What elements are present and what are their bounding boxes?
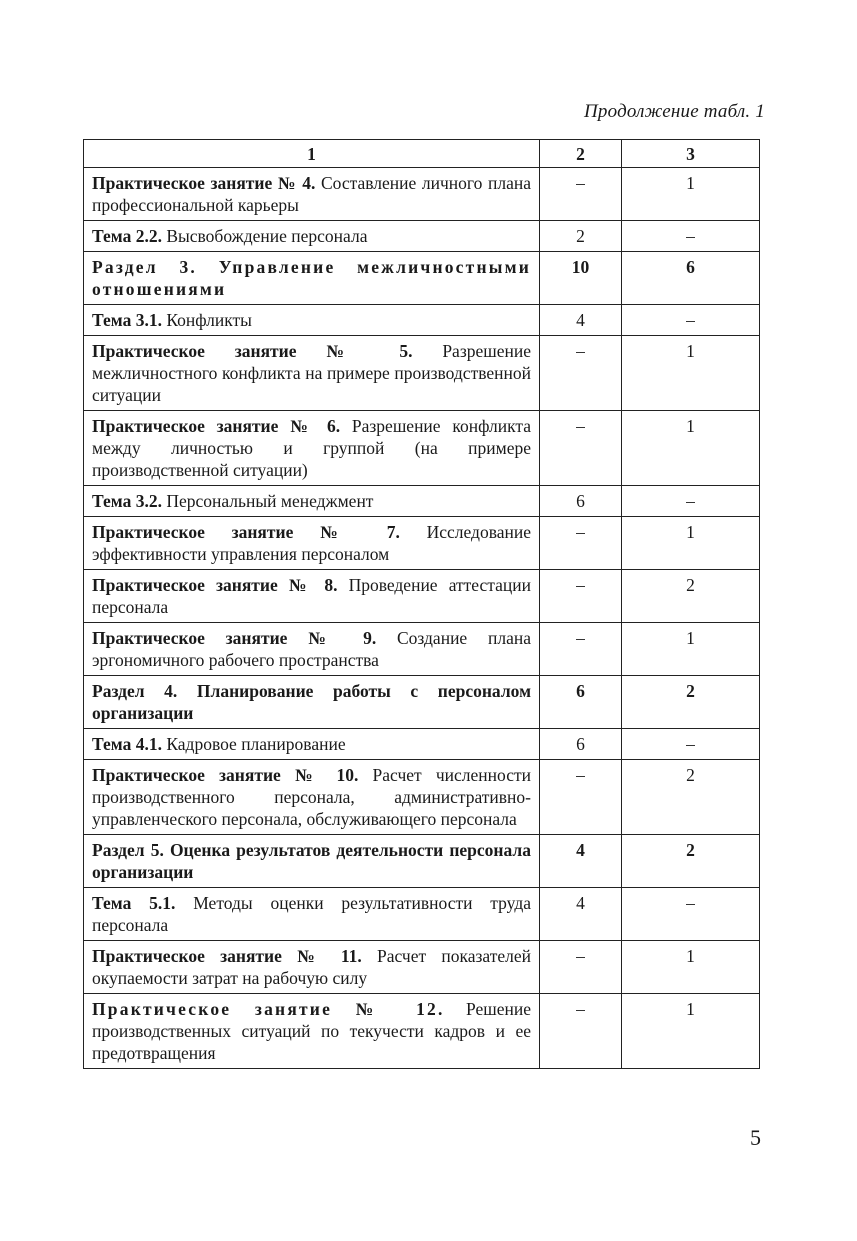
page-number: 5	[750, 1125, 761, 1150]
row-label: Практическое занятие № 5.	[92, 341, 413, 361]
row-column-3-value: 2	[622, 570, 760, 623]
row-column-2-value: 6	[540, 486, 622, 517]
row-text: Высвобождение персонала	[161, 226, 368, 246]
row-description	[84, 729, 540, 760]
row-description	[84, 570, 540, 623]
row-description	[84, 888, 540, 941]
row-description	[84, 994, 540, 1069]
row-text: Создание плана эргономичного рабочего пространства	[92, 628, 532, 670]
section-row	[84, 835, 760, 888]
table-row	[84, 888, 760, 941]
row-column-3-value: 2	[622, 835, 760, 888]
row-description	[84, 252, 540, 305]
table-row	[84, 760, 760, 835]
table-row	[84, 168, 760, 221]
row-label: Практическое занятие № 8.	[92, 575, 338, 595]
row-description	[84, 168, 540, 221]
row-description	[84, 835, 540, 888]
section-row	[84, 252, 760, 305]
row-text: Расчет численности производственного персонала, административно-управленческого персонала, обслуживающего персонала	[92, 765, 531, 829]
column-header-3: 3	[622, 140, 760, 168]
row-description	[84, 676, 540, 729]
column-header-1: 1	[84, 140, 540, 168]
row-label: Практическое занятие № 4.	[92, 173, 316, 193]
row-column-3-value: 1	[622, 411, 760, 486]
row-column-2-value: –	[540, 411, 622, 486]
row-column-2-value: 4	[540, 305, 622, 336]
row-column-2-value: 2	[540, 221, 622, 252]
table-row	[84, 486, 760, 517]
table-row	[84, 336, 760, 411]
section-title: Раздел 3. Управление межличностными отношениями	[92, 257, 531, 299]
row-description	[84, 336, 540, 411]
row-text: Составление личного плана профессиональной карьеры	[92, 173, 531, 215]
row-text: Кадровое планирование	[161, 734, 346, 754]
row-column-3-value: 1	[622, 517, 760, 570]
column-header-2: 2	[540, 140, 622, 168]
section-title: Раздел 5. Оценка результатов деятельности персонала организации	[92, 840, 531, 882]
table-row	[84, 411, 760, 486]
row-label: Тема 3.1.	[92, 310, 162, 330]
row-text: Разрешение межличностного конфликта на примере производственной ситуации	[92, 341, 531, 405]
row-label: Практическое занятие № 10.	[92, 765, 359, 785]
row-column-2-value: –	[540, 941, 622, 994]
row-column-3-value: –	[622, 305, 760, 336]
row-column-2-value: 4	[540, 888, 622, 941]
row-text: Исследование эффективности управления персоналом	[92, 522, 531, 564]
row-label: Практическое занятие № 12.	[92, 999, 445, 1019]
table-row	[84, 729, 760, 760]
row-column-2-value: –	[540, 168, 622, 221]
row-description	[84, 941, 540, 994]
table-header-row	[84, 140, 760, 168]
section-title: Раздел 4. Планирование работы с персоналом организации	[92, 681, 531, 723]
row-label: Тема 5.1.	[92, 893, 176, 913]
row-text: Персональный менеджмент	[161, 491, 374, 511]
syllabus-table	[83, 139, 760, 1069]
row-column-2-value: 6	[540, 676, 622, 729]
row-column-2-value: –	[540, 517, 622, 570]
row-text: Проведение аттестации персонала	[92, 575, 532, 617]
section-row	[84, 676, 760, 729]
row-text: Расчет показателей окупаемости затрат на рабочую силу	[92, 946, 531, 988]
row-description	[84, 623, 540, 676]
row-column-2-value: –	[540, 570, 622, 623]
row-column-2-value: 4	[540, 835, 622, 888]
row-description	[84, 221, 540, 252]
row-label: Практическое занятие № 9.	[92, 628, 377, 648]
row-column-3-value: 1	[622, 336, 760, 411]
row-column-2-value: –	[540, 623, 622, 676]
row-label: Практическое занятие № 6.	[92, 416, 341, 436]
row-column-3-value: 1	[622, 623, 760, 676]
row-text: Методы оценки результативности труда персонала	[92, 893, 532, 935]
row-label: Тема 4.1.	[92, 734, 162, 754]
table-continuation-caption: Продолжение табл. 1	[584, 101, 765, 122]
row-column-3-value: –	[622, 221, 760, 252]
table-row	[84, 305, 760, 336]
row-text: Решение производственных ситуаций по текучести кадров и ее предотвращения	[92, 999, 531, 1063]
row-column-2-value: –	[540, 760, 622, 835]
table-row	[84, 994, 760, 1069]
row-description	[84, 517, 540, 570]
table-row	[84, 221, 760, 252]
table-row	[84, 517, 760, 570]
row-column-3-value: 1	[622, 994, 760, 1069]
row-column-2-value: 6	[540, 729, 622, 760]
row-description	[84, 486, 540, 517]
row-label: Тема 2.2.	[92, 226, 162, 246]
row-column-3-value: –	[622, 486, 760, 517]
table-row	[84, 623, 760, 676]
row-label: Практическое занятие № 7.	[92, 522, 400, 542]
row-label: Практическое занятие № 11.	[92, 946, 362, 966]
row-column-3-value: 6	[622, 252, 760, 305]
row-column-3-value: 2	[622, 760, 760, 835]
row-column-3-value: 1	[622, 941, 760, 994]
row-column-3-value: 1	[622, 168, 760, 221]
row-column-3-value: –	[622, 729, 760, 760]
row-text: Разрешение конфликта между личностью и группой (на примере производственной ситуации)	[92, 416, 531, 480]
table-row	[84, 570, 760, 623]
row-column-2-value: –	[540, 336, 622, 411]
row-label: Тема 3.2.	[92, 491, 162, 511]
row-text: Конфликты	[161, 310, 252, 330]
row-column-3-value: –	[622, 888, 760, 941]
row-description	[84, 760, 540, 835]
table-row	[84, 941, 760, 994]
row-column-2-value: –	[540, 994, 622, 1069]
row-description	[84, 305, 540, 336]
row-description	[84, 411, 540, 486]
row-column-2-value: 10	[540, 252, 622, 305]
row-column-3-value: 2	[622, 676, 760, 729]
